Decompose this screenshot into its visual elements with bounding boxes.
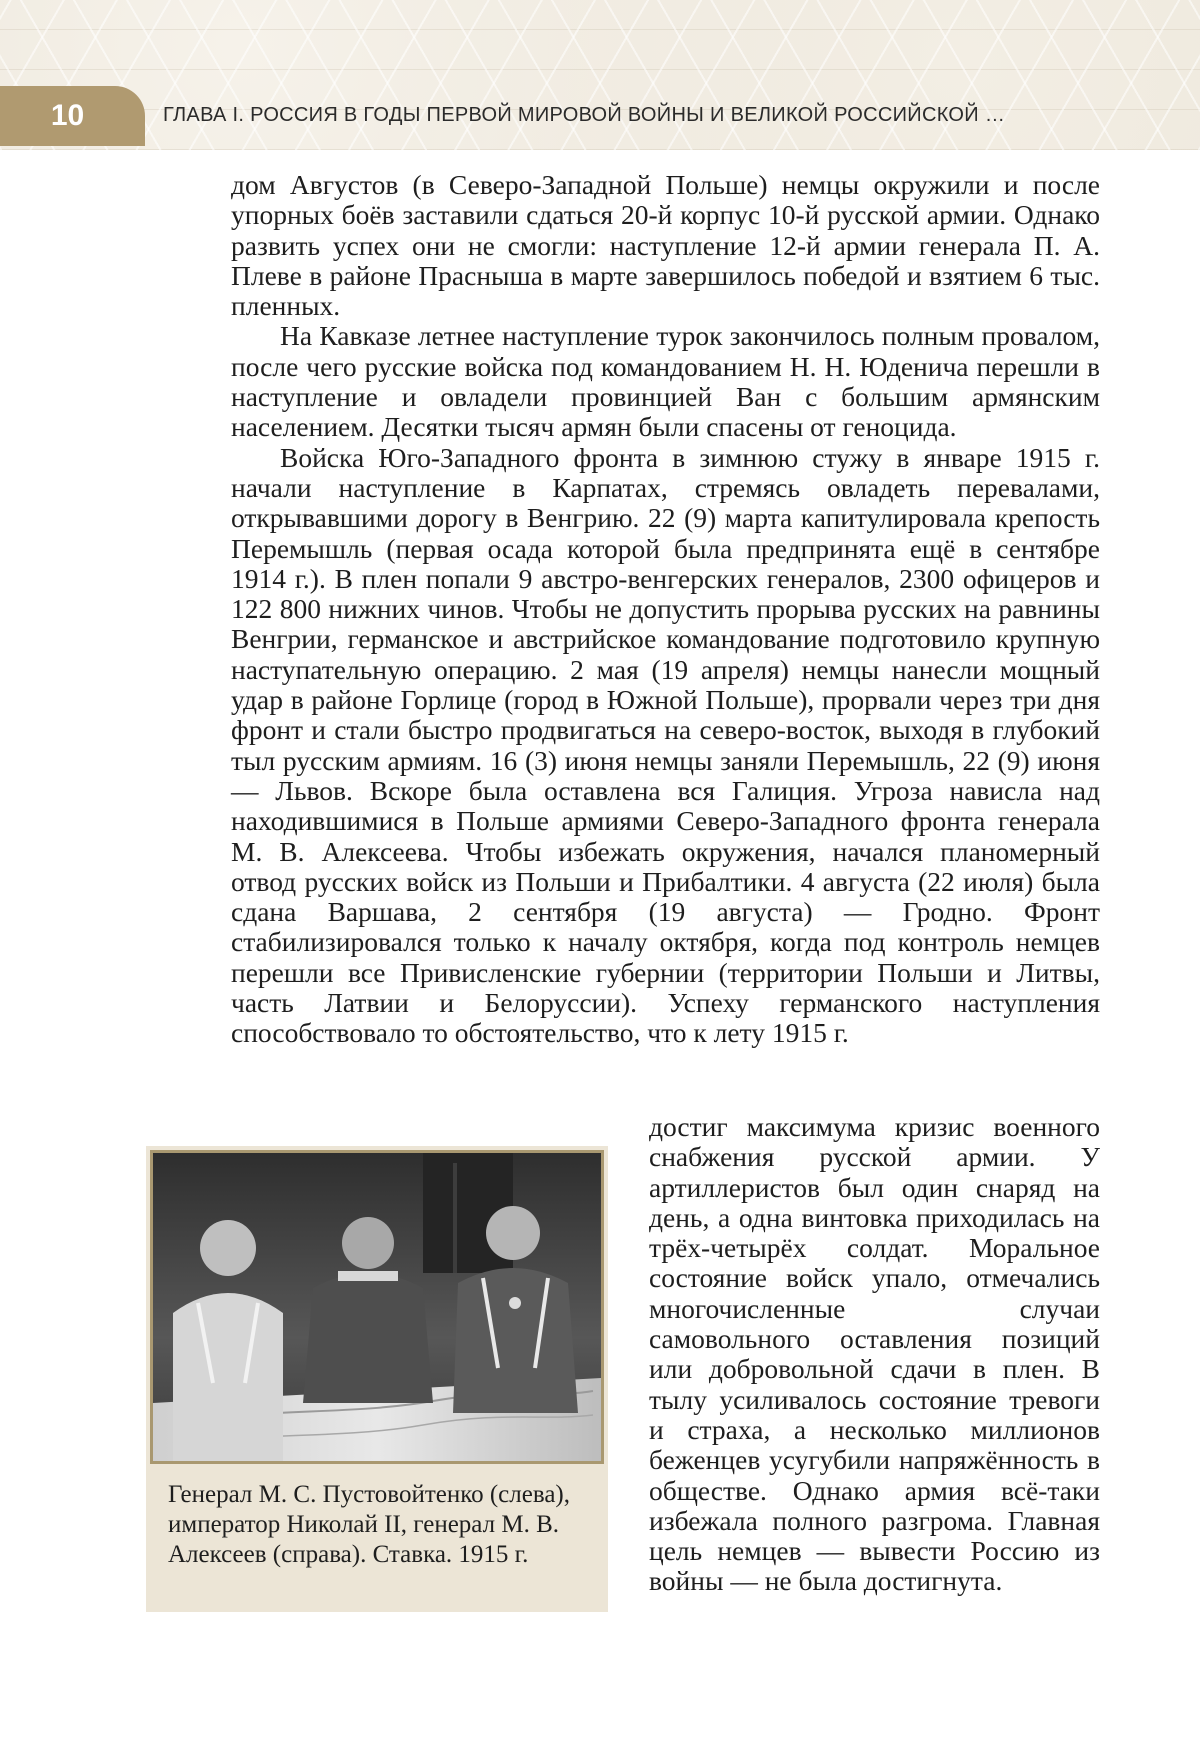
- paragraph: дом Августов (в Северо-Западной Польше) немцы окружили и после упорных боёв заставили сдаться 20-й корпус 10-й русской армии. Однако развить успех они не смогли: наступление 12-й армии генерала П. А. Плеве в районе Прасныша в марте завершилось победой и взятием 6 тыс. пленных.: [231, 169, 1100, 322]
- main-text: [231, 170, 1100, 1049]
- historical-photo: [150, 1150, 604, 1464]
- page-number: 10: [50, 99, 85, 132]
- header-ornament: [0, 0, 1200, 150]
- photo-caption: Генерал М. С. Пустовойтенко (слева), император Николай II, генерал М. В. Алексеев (справа). Ставка. 1915 г.: [168, 1481, 570, 1568]
- chapter-title: ГЛАВА I. РОССИЯ В ГОДЫ ПЕРВОЙ МИРОВОЙ ВОЙНЫ И ВЕЛИКОЙ РОССИЙСКОЙ …: [163, 104, 1006, 126]
- page-number-tab: [0, 86, 145, 146]
- paragraph: Войска Юго-Западного фронта в зимнюю стужу в январе 1915 г. начали наступление в Карпатах, стремясь овладеть перевалами, открывавшими дорогу в Венгрию. 22 (9) марта капитулировала крепость Перемышль (первая осада которой была предпринята ещё в сентябре 1914 г.). В плен попали 9 австро-венгерских генералов, 2300 офицеров и 122 800 нижних чинов. Чтобы не допустить прорыва русских на равнины Венгрии, германское и австрийское командование подготовило крупную наступательную операцию. 2 мая (19 апреля) немцы нанесли мощный удар в районе Горлице (город в Южной Польше), прорвали через три дня фронт и стали быстро продвигаться на северо-восток, выходя в глубокий тыл русским армиям. 16 (3) июня немцы заняли Перемышль, 22 (9) июня — Львов. Вскоре была оставлена вся Галиция. Угроза нависла над находившимися в Польше армиями Северо-Западного фронта генерала М. В. Алексеева. Чтобы избежать окружения, начался планомерный отвод русских войск из Польши и Прибалтики. 4 августа (22 июля) была сдана Варшава, 2 сентября (19 августа) — Гродно. Фронт стабилизировался только к началу октября, когда под контроль немцев перешли все Привисленские губернии (территории Польши и Литвы, часть Латвии и Белоруссии). Успеху германского наступления способствовало то обстоятельство, что к лету 1915 г.: [231, 441, 1100, 1049]
- paragraph: На Кавказе летнее наступление турок закончилось полным провалом, после чего русские войска под командованием Н. Н. Юденича перешли в наступление и овладели провинцией Ван с большим армянским населением. Десятки тысяч армян были спасены от геноцида.: [231, 320, 1100, 443]
- photo-figure: [146, 1146, 608, 1612]
- paragraph-continuation: достиг максимума кризис военного снабжения русской армии. У артиллеристов был один снаряд на день, а одна винтовка приходилась на трёх-четырёх солдат. Моральное состояние войск упало, отмечались многочисленные случаи самовольного оставления позиций или добровольной сдачи в плен. В тылу усиливалось состояние тревоги и страха, а несколько миллионов беженцев усугубили напряжённость в обществе. Однако армия всё-таки избежала полного разгрома. Главная цель немцев — вывести Россию из войны — не была достигнута.: [649, 1111, 1100, 1597]
- side-text-column: [649, 1112, 1100, 1597]
- photo-illustration: [153, 1153, 601, 1461]
